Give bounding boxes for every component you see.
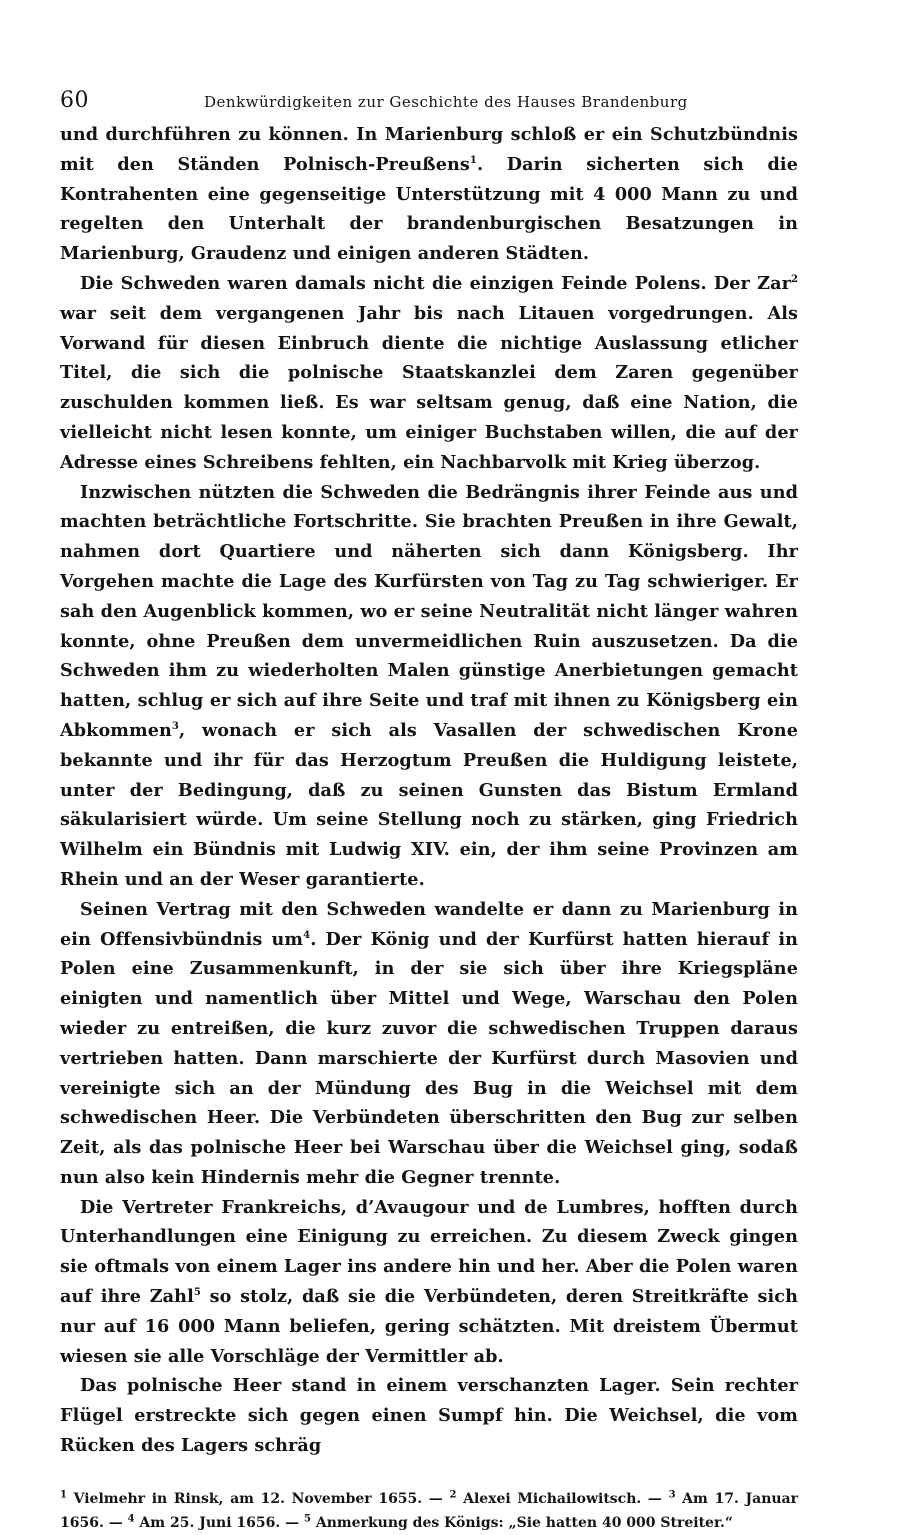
footnote-marker-2: 2 xyxy=(449,1489,457,1501)
footnotes xyxy=(60,1487,798,1535)
running-title: Denkwürdigkeiten zur Geschichte des Hauses Brandenburg xyxy=(204,93,688,111)
paragraph-4 xyxy=(60,895,798,1193)
footnote-marker-5: 5 xyxy=(303,1513,311,1525)
text-run: und durchführen zu können. In Marienburg schloß er ein Schutzbündnis mit den Ständen Polnisch-Preußens xyxy=(60,124,798,175)
paragraph-2 xyxy=(60,269,798,478)
text-run: . Darin sicherten sich die Kontrahenten eine gegenseitige Unterstützung mit 4 000 Mann zu und regelten den Unterhalt der brandenburgischen Besatzungen in Marienburg, Graudenz und einigen anderen Städten. xyxy=(60,153,798,265)
text-run: Das polnische Heer stand in einem verschanzten Lager. Sein rechter Flügel erstreckte sich gegen einen Sumpf hin. Die Weichsel, die vom Rücken des Lagers schräg xyxy=(60,1375,798,1457)
footnote-marker-3: 3 xyxy=(668,1489,676,1501)
page-number: 60 xyxy=(60,88,89,113)
book-page xyxy=(60,84,798,1535)
page-header xyxy=(60,84,798,120)
footnote-ref-4: 4 xyxy=(303,929,311,941)
text-run: Die Schweden waren damals nicht die einzigen Feinde Polens. Der Zar xyxy=(80,272,791,294)
text-run: Inzwischen nützten die Schweden die Bedrängnis ihrer Feinde aus und machten beträchtliche Fortschritte. Sie brachten Preußen in ihre Gewalt, nahmen dort Quartiere und näherten sich dann Königsberg. Ihr Vorgehen machte die Lage des Kurfürsten von Tag zu Tag schwieriger. Er sah den Augenblick kommen, wo er seine Neutralität nicht länger wahren konnte, ohne Preußen dem unvermeidlichen Ruin auszusetzen. Da die Schweden ihm zu wiederholten Malen günstige Anerbietungen gemacht hatten, schlug er sich auf ihre Seite und traf mit ihnen zu Königsberg ein Abkommen xyxy=(60,481,798,741)
footnote-ref-3: 3 xyxy=(171,721,179,733)
paragraph-3 xyxy=(60,478,798,895)
paragraph-6 xyxy=(60,1371,798,1460)
paragraph-5 xyxy=(60,1193,798,1372)
footnote-ref-5: 5 xyxy=(193,1287,201,1299)
text-run: , wonach er sich als Vasallen der schwedischen Krone bekannte und ihr für das Herzogtum Preußen die Huldigung leistete, unter der Bedingung, daß zu seinen Gunsten das Bistum Ermland säkularisiert würde. Um seine Stellung noch zu stärken, ging Friedrich Wilhelm ein Bündnis mit Ludwig XIV. ein, der ihm seine Provinzen am Rhein und an der Weser garantierte. xyxy=(60,719,798,890)
footnote-ref-2: 2 xyxy=(790,274,798,286)
body-text xyxy=(60,120,798,1461)
footnote-text: Anmerkung des Königs: „Sie hatten 40 000 Streiter.“ xyxy=(310,1514,733,1531)
footnote-text: Alexei Michailowitsch. — xyxy=(456,1490,669,1507)
footnote-ref-1: 1 xyxy=(469,154,477,166)
text-run: so stolz, daß sie die Verbündeten, deren Streitkräfte sich nur auf 16 000 Mann beliefen, gering schätzten. Mit dreistem Übermut wiesen sie alle Vorschläge der Vermittler ab. xyxy=(60,1286,798,1367)
footnote-text: Am 25. Juni 1656. — xyxy=(134,1514,304,1531)
paragraph-1 xyxy=(60,120,798,269)
footnote-marker-4: 4 xyxy=(127,1513,135,1525)
text-run: war seit dem vergangenen Jahr bis nach Litauen vorgedrungen. Als Vorwand für diesen Einbruch diente die nichtige Auslassung etlicher Titel, die sich die polnische Staatskanzlei dem Zaren gegenüber zuschulden kommen ließ. Es war seltsam genug, daß eine Nation, die vielleicht nicht lesen konnte, um einiger Buchstaben willen, die auf der Adresse eines Schreibens fehlten, ein Nachbarvolk mit Krieg überzog. xyxy=(60,302,798,473)
text-run: Die Vertreter Frankreichs, d’Avaugour und de Lumbres, hofften durch Unterhandlungen eine Einigung zu erreichen. Zu diesem Zweck gingen sie oftmals von einem Lager ins andere hin und her. Aber die Polen waren auf ihre Zahl xyxy=(60,1196,798,1308)
text-run: . Der König und der Kurfürst hatten hierauf in Polen eine Zusammenkunft, in der sie sich über ihre Kriegspläne einigten und namentlich über Mittel und Wege, Warschau den Polen wieder zu entreißen, die kurz zuvor die schwedischen Truppen daraus vertrieben hatten. Dann marschierte der Kurfürst durch Masovien und vereinigte sich an der Mündung des Bug in die Weichsel mit dem schwedischen Heer. Die Verbündeten überschritten den Bug zur selben Zeit, als das polnische Heer bei Warschau über die Weichsel ging, sodaß nun also kein Hindernis mehr die Gegner trennte. xyxy=(60,928,798,1188)
footnote-text: Am 17. Januar 1656. — xyxy=(60,1490,799,1531)
footnote-marker-1: 1 xyxy=(60,1489,67,1501)
text-run: Seinen Vertrag mit den Schweden wandelte er dann zu Marienburg in ein Offensivbündnis um xyxy=(60,898,798,950)
footnote-text: Vielmehr in Rinsk, am 12. November 1655. — xyxy=(66,1490,450,1507)
